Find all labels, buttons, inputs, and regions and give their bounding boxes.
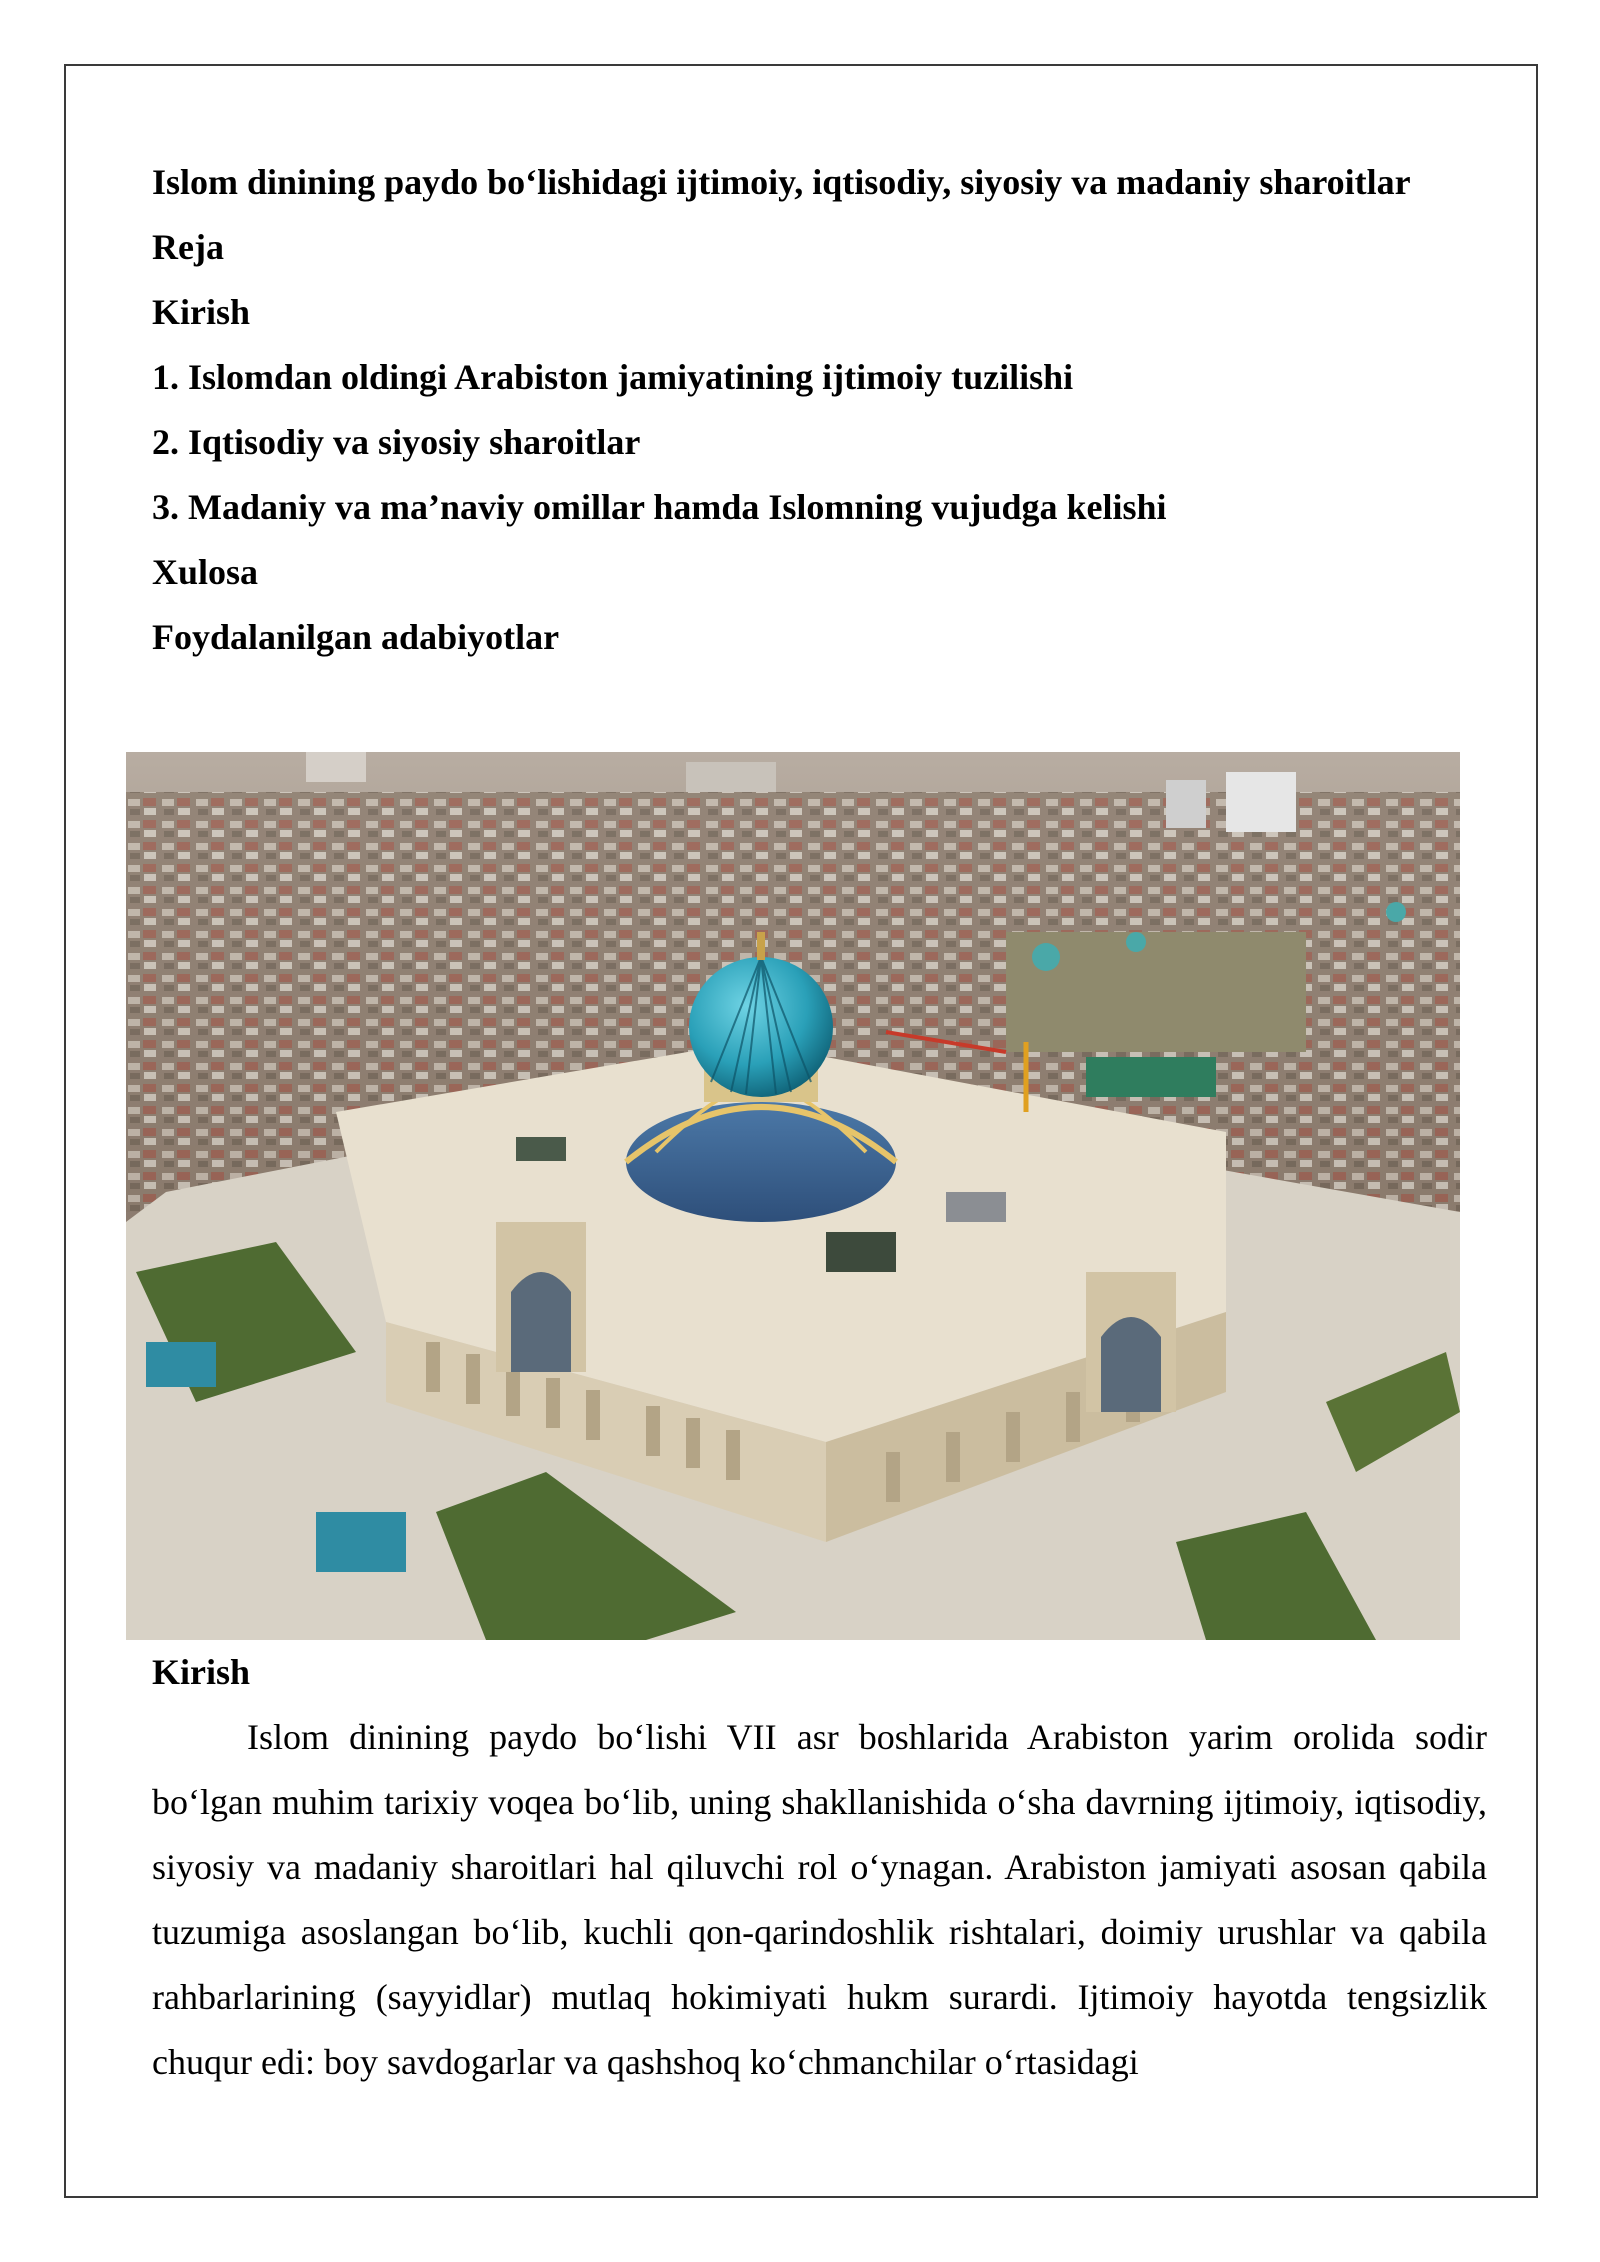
- plan-item-2: 2. Iqtisodiy va siyosiy sharoitlar: [152, 422, 641, 462]
- plan-item-3: 3. Madaniy va ma’naviy omillar hamda Islomning vujudga kelishi: [152, 487, 1167, 527]
- plan-item-introduction: Kirish: [152, 292, 251, 332]
- plan-item-1: 1. Islomdan oldingi Arabiston jamiyatining ijtimoiy tuzilishi: [152, 357, 1074, 397]
- section-title: Kirish: [152, 1652, 251, 1692]
- plan-item-conclusion: Xulosa: [152, 552, 259, 592]
- intro-paragraph: Islom dinining paydo bo‘lishi VII asr boshlarida Arabiston yarim orolida sodir bo‘lgan muhim tarixiy voqea bo‘lib, uning shakllanishida o‘sha davrning ijtimoiy, iqtisodiy, siyosiy va madaniy sharoitlari hal qiluvchi rol o‘ynagan. Arabiston jamiyati asosan qabila tuzumiga asoslangan bo‘lib, kuchli qon-qarindoshlik rishtalari, doimiy urushlar va qabila rahbarlarining (sayyidlar) mutlaq hokimiyati hukm surardi. Ijtimoiy hayotda tengsizlik chuqur edi: boy savdogarlar va qashshoq ko‘chmanchilar o‘rtasidagi: [152, 1717, 1487, 2082]
- mosque-aerial-photo: [126, 752, 1460, 1640]
- document-title: Islom dinining paydo bo‘lishidagi ijtimoiy, iqtisodiy, siyosiy va madaniy sharoitlar: [152, 162, 1411, 202]
- plan-item-references: Foydalanilgan adabiyotlar: [152, 617, 560, 657]
- plan-label: Reja: [152, 227, 224, 267]
- plan-section: [152, 150, 1487, 670]
